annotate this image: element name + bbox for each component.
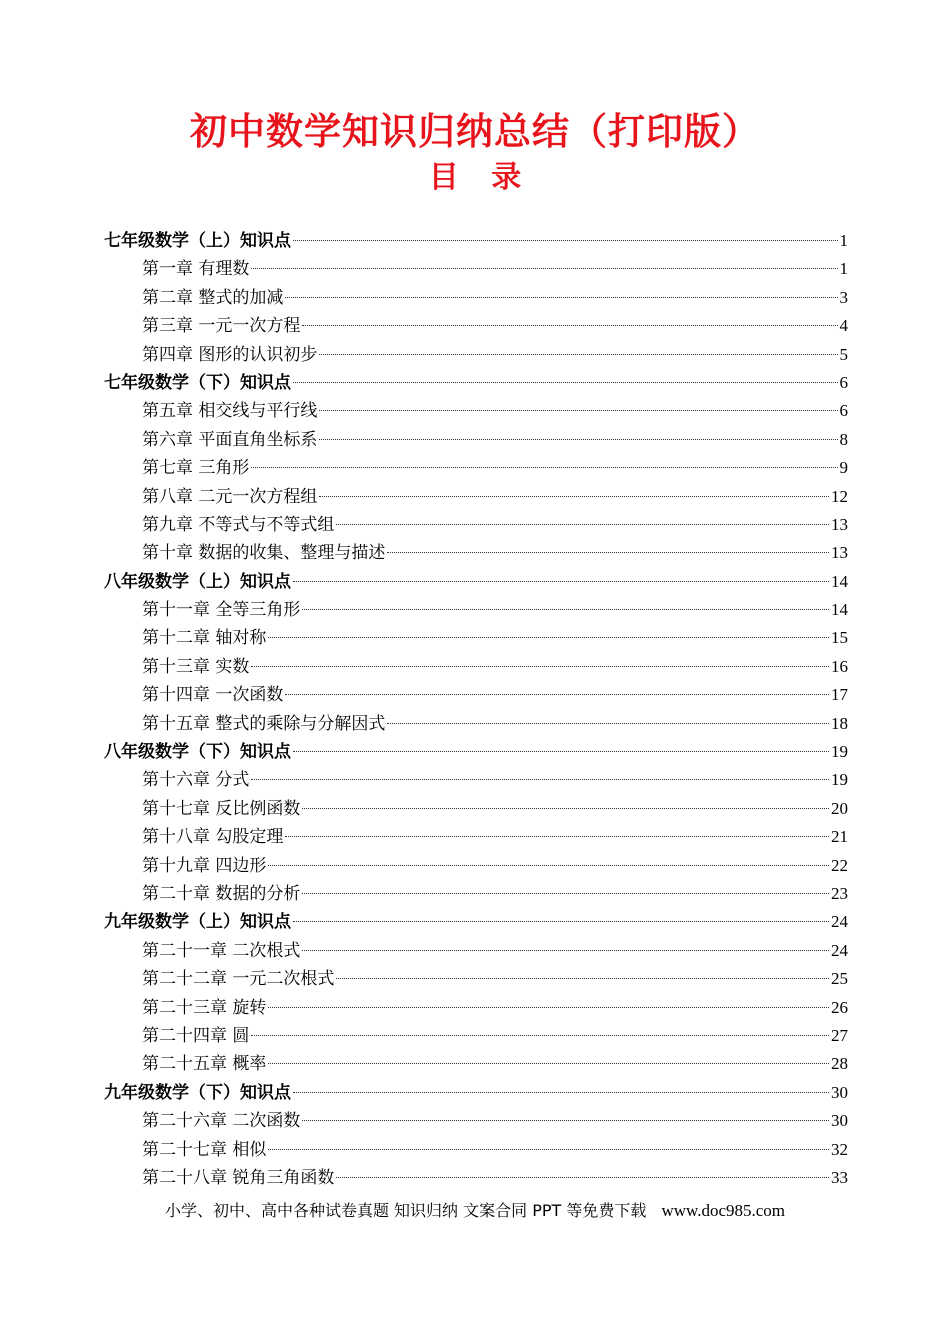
- toc-page-number: 16: [831, 656, 848, 676]
- toc-entry-label: 第二十七章 相似: [142, 1139, 267, 1160]
- toc-dot-leader: [268, 865, 829, 866]
- toc-dot-leader: [293, 581, 829, 582]
- toc-chapter-entry[interactable]: [104, 341, 848, 369]
- toc-page-number: 14: [831, 571, 848, 591]
- toc-page-number: 8: [839, 429, 848, 449]
- toc-entry-label: 第九章 不等式与不等式组: [142, 514, 335, 535]
- toc-chapter-entry[interactable]: [104, 284, 848, 312]
- toc-entry-label: 八年级数学（上）知识点: [104, 571, 291, 592]
- toc-section-entry[interactable]: [104, 227, 848, 255]
- toc-dot-leader: [268, 1063, 829, 1064]
- toc-entry-label: 第二十六章 二次函数: [142, 1111, 301, 1132]
- toc-chapter-entry[interactable]: [104, 795, 848, 823]
- toc-page-number: 28: [831, 1054, 848, 1074]
- toc-page-number: 23: [831, 883, 848, 903]
- toc-page-number: 19: [831, 770, 848, 790]
- toc-chapter-entry[interactable]: [104, 511, 848, 539]
- toc-chapter-entry[interactable]: [104, 596, 848, 624]
- toc-chapter-entry[interactable]: [104, 624, 848, 652]
- toc-chapter-entry[interactable]: [104, 994, 848, 1022]
- toc-dot-leader: [336, 524, 829, 525]
- toc-entry-label: 第十二章 轴对称: [142, 628, 267, 649]
- toc-entry-label: 第十章 数据的收集、整理与描述: [142, 543, 386, 564]
- toc-page-number: 19: [831, 742, 848, 762]
- toc-section-entry[interactable]: [104, 1079, 848, 1107]
- toc-page-number: 1: [839, 259, 848, 279]
- toc-page-number: 15: [831, 628, 848, 648]
- toc-dot-leader: [336, 1177, 829, 1178]
- toc-dot-leader: [302, 325, 837, 326]
- toc-dot-leader: [302, 893, 829, 894]
- toc-dot-leader: [302, 950, 829, 951]
- toc-page-number: 30: [831, 1082, 848, 1102]
- toc-page-number: 6: [839, 401, 848, 421]
- toc-chapter-entry[interactable]: [104, 1050, 848, 1078]
- toc-entry-label: 七年级数学（上）知识点: [104, 231, 291, 251]
- toc-page-number: 9: [839, 458, 848, 478]
- toc-chapter-entry[interactable]: [104, 1107, 848, 1135]
- toc-chapter-entry[interactable]: [104, 766, 848, 794]
- toc-page-number: 3: [839, 287, 848, 307]
- toc-dot-leader: [319, 354, 837, 355]
- toc-dot-leader: [336, 978, 829, 979]
- toc-entry-label: 第十八章 勾股定理: [142, 827, 284, 848]
- toc-dot-leader: [387, 552, 829, 553]
- toc-entry-label: 九年级数学（上）知识点: [104, 912, 291, 933]
- toc-entry-label: 第十三章 实数: [142, 656, 250, 677]
- toc-entry-label: 八年级数学（下）知识点: [104, 742, 291, 763]
- toc-section-entry[interactable]: [104, 369, 848, 397]
- toc-page-number: 18: [831, 713, 848, 733]
- toc-dot-leader: [251, 467, 837, 468]
- toc-dot-leader: [251, 779, 829, 780]
- toc-entry-label: 第十四章 一次函数: [142, 685, 284, 706]
- toc-page-number: 24: [831, 940, 848, 960]
- toc-dot-leader: [268, 637, 829, 638]
- toc-page-number: 33: [831, 1167, 848, 1187]
- toc-chapter-entry[interactable]: [104, 681, 848, 709]
- toc-entry-label: 第十一章 全等三角形: [142, 600, 301, 621]
- toc-page-number: 22: [831, 855, 848, 875]
- toc-page-number: 17: [831, 685, 848, 705]
- toc-dot-leader: [251, 1035, 829, 1036]
- toc-page-number: 6: [839, 372, 848, 392]
- footer-text: 小学、初中、高中各种试卷真题 知识归纳 文案合同 PPT 等免费下载: [164, 1201, 647, 1220]
- toc-entry-label: 第六章 平面直角坐标系: [142, 429, 318, 450]
- toc-dot-leader: [285, 297, 837, 298]
- toc-heading: 目 录: [428, 160, 522, 195]
- toc-entry-label: 第二十二章 一元二次根式: [142, 969, 335, 990]
- toc-dot-leader: [285, 694, 829, 695]
- toc-section-entry[interactable]: [104, 738, 848, 766]
- table-of-contents: [104, 227, 848, 1192]
- toc-entry-label: 第二十八章 锐角三角函数: [142, 1167, 335, 1188]
- toc-entry-label: 第二十三章 旋转: [142, 997, 267, 1018]
- toc-page-number: 25: [831, 969, 848, 989]
- toc-page-number: 26: [831, 997, 848, 1017]
- toc-entry-label: 第一章 有理数: [142, 259, 250, 280]
- toc-chapter-entry[interactable]: [104, 483, 848, 511]
- toc-entry-label: 第二十四章 圆: [142, 1025, 250, 1046]
- toc-entry-label: 第七章 三角形: [142, 458, 250, 479]
- toc-entry-label: 第十七章 反比例函数: [142, 798, 301, 819]
- toc-dot-leader: [319, 439, 837, 440]
- toc-chapter-entry[interactable]: [104, 426, 848, 454]
- toc-entry-label: 第五章 相交线与平行线: [142, 401, 318, 422]
- toc-entry-label: 第十九章 四边形: [142, 855, 267, 876]
- toc-page-number: 5: [839, 344, 848, 364]
- toc-entry-label: 九年级数学（下）知识点: [104, 1082, 291, 1103]
- footer-url[interactable]: www.doc985.com: [661, 1201, 786, 1220]
- toc-entry-label: 第十五章 整式的乘除与分解因式: [142, 713, 386, 734]
- toc-page-number: 4: [839, 316, 848, 336]
- toc-page-number: 12: [831, 486, 848, 506]
- toc-page-number: 24: [831, 912, 848, 932]
- toc-dot-leader: [302, 609, 829, 610]
- toc-chapter-entry[interactable]: [104, 1164, 848, 1192]
- toc-entry-label: 第二十章 数据的分析: [142, 883, 301, 904]
- toc-entry-label: 第二章 整式的加减: [142, 287, 284, 308]
- toc-chapter-entry[interactable]: [104, 255, 848, 283]
- toc-page-number: 30: [831, 1111, 848, 1131]
- toc-page-number: 14: [831, 600, 848, 620]
- toc-page-number: 13: [831, 514, 848, 534]
- toc-chapter-entry[interactable]: [104, 710, 848, 738]
- toc-dot-leader: [319, 496, 829, 497]
- toc-section-entry[interactable]: [104, 908, 848, 936]
- toc-chapter-entry[interactable]: [104, 454, 848, 482]
- toc-dot-leader: [302, 808, 829, 809]
- toc-entry-label: 七年级数学（下）知识点: [104, 372, 291, 393]
- footer: [0, 1199, 950, 1223]
- toc-page-number: 27: [831, 1025, 848, 1045]
- toc-page-number: 1: [839, 231, 848, 250]
- toc-dot-leader: [285, 836, 829, 837]
- toc-dot-leader: [251, 268, 837, 269]
- toc-entry-label: 第十六章 分式: [142, 770, 250, 791]
- toc-dot-leader: [319, 410, 837, 411]
- toc-dot-leader: [293, 751, 829, 752]
- toc-chapter-entry[interactable]: [104, 312, 848, 340]
- toc-chapter-entry[interactable]: [104, 653, 848, 681]
- toc-chapter-entry[interactable]: [104, 823, 848, 851]
- toc-page-number: 32: [831, 1139, 848, 1159]
- toc-chapter-entry[interactable]: [104, 539, 848, 567]
- toc-dot-leader: [293, 240, 838, 241]
- toc-dot-leader: [387, 723, 829, 724]
- toc-entry-label: 第四章 图形的认识初步: [142, 344, 318, 365]
- toc-chapter-entry[interactable]: [104, 852, 848, 880]
- toc-dot-leader: [251, 666, 829, 667]
- toc-dot-leader: [293, 382, 838, 383]
- toc-page-number: 21: [831, 827, 848, 847]
- toc-dot-leader: [293, 921, 829, 922]
- toc-dot-leader: [268, 1149, 829, 1150]
- document-title: 初中数学知识归纳总结（打印版）: [190, 110, 760, 153]
- toc-page-number: 13: [831, 543, 848, 563]
- toc-entry-label: 第三章 一元一次方程: [142, 316, 301, 337]
- toc-chapter-entry[interactable]: [104, 1022, 848, 1050]
- toc-chapter-entry[interactable]: [104, 880, 848, 908]
- toc-dot-leader: [293, 1092, 829, 1093]
- toc-chapter-entry[interactable]: [104, 397, 848, 425]
- toc-entry-label: 第二十五章 概率: [142, 1054, 267, 1075]
- toc-page-number: 20: [831, 798, 848, 818]
- toc-entry-label: 第八章 二元一次方程组: [142, 486, 318, 507]
- toc-dot-leader: [268, 1007, 829, 1008]
- toc-section-entry[interactable]: [104, 568, 848, 596]
- toc-entry-label: 第二十一章 二次根式: [142, 940, 301, 961]
- toc-chapter-entry[interactable]: [104, 1136, 848, 1164]
- toc-dot-leader: [302, 1120, 829, 1121]
- toc-chapter-entry[interactable]: [104, 965, 848, 993]
- toc-chapter-entry[interactable]: [104, 937, 848, 965]
